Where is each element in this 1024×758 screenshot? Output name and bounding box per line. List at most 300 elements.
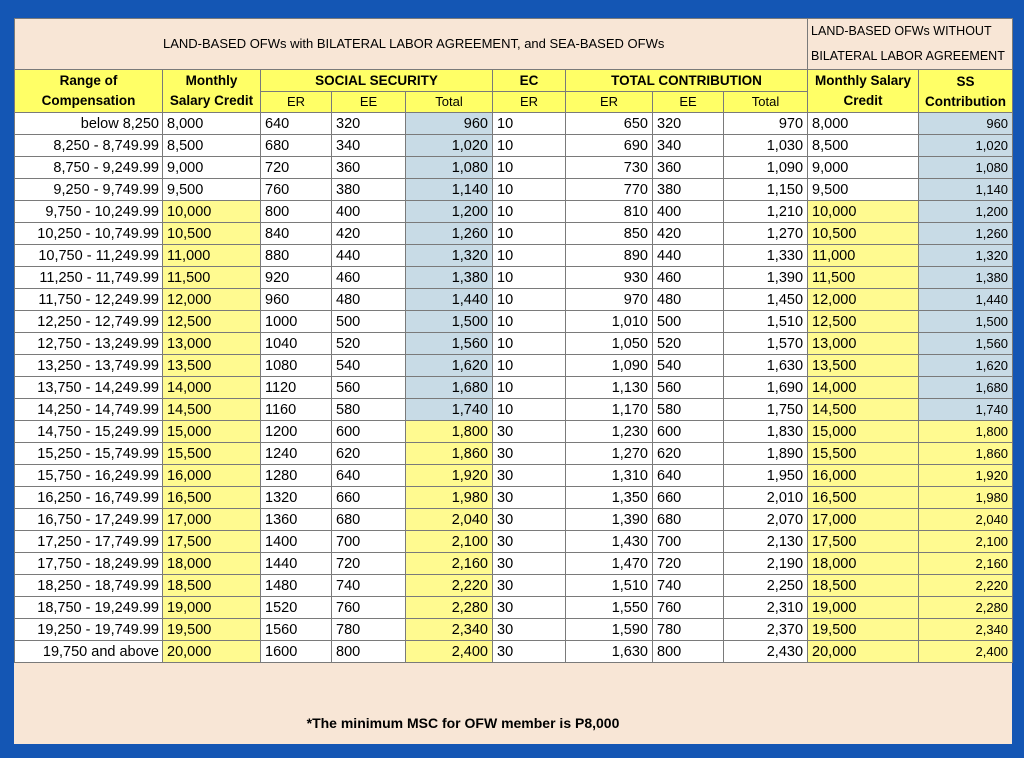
- cell-tc-er: 890: [566, 245, 653, 267]
- header-range: Range of Compensation: [15, 70, 163, 113]
- cell-tc-ee: 760: [653, 597, 724, 619]
- cell-msc: 17,000: [163, 509, 261, 531]
- cell-ss-total: 1,440: [406, 289, 493, 311]
- cell-tc-total: 1,030: [724, 135, 808, 157]
- cell-tc-ee: 620: [653, 443, 724, 465]
- table-row: [15, 509, 1013, 531]
- table-row: [15, 223, 1013, 245]
- cell-ss-er: 960: [261, 289, 332, 311]
- cell-range: 15,750 - 16,249.99: [15, 465, 163, 487]
- cell-tc-er: 1,590: [566, 619, 653, 641]
- cell-range: 10,750 - 11,249.99: [15, 245, 163, 267]
- cell-tc-ee: 540: [653, 355, 724, 377]
- cell-ec-er: 10: [493, 201, 566, 223]
- cell-tc-total: 2,130: [724, 531, 808, 553]
- cell-ec-er: 30: [493, 443, 566, 465]
- table-row: [15, 355, 1013, 377]
- cell-ss-contribution: 1,620: [919, 355, 1013, 377]
- cell-ss-total: 1,020: [406, 135, 493, 157]
- cell-ss-contribution: 1,020: [919, 135, 1013, 157]
- cell-ss-er: 1600: [261, 641, 332, 663]
- cell-msc-right: 10,500: [808, 223, 919, 245]
- cell-ss-ee: 740: [332, 575, 406, 597]
- cell-tc-total: 1,830: [724, 421, 808, 443]
- cell-ss-contribution: 2,280: [919, 597, 1013, 619]
- cell-tc-total: 1,630: [724, 355, 808, 377]
- cell-range: 16,250 - 16,749.99: [15, 487, 163, 509]
- cell-ec-er: 10: [493, 399, 566, 421]
- table-title-left: LAND-BASED OFWs with BILATERAL LABOR AGREEMENT, and SEA-BASED OFWs: [15, 19, 808, 70]
- table-row: [15, 113, 1013, 135]
- cell-ss-er: 1400: [261, 531, 332, 553]
- cell-ss-total: 1,980: [406, 487, 493, 509]
- cell-ss-total: 960: [406, 113, 493, 135]
- cell-msc: 20,000: [163, 641, 261, 663]
- cell-tc-er: 1,130: [566, 377, 653, 399]
- cell-tc-ee: 560: [653, 377, 724, 399]
- cell-range: 13,750 - 14,249.99: [15, 377, 163, 399]
- cell-msc-right: 11,500: [808, 267, 919, 289]
- cell-ss-er: 1440: [261, 553, 332, 575]
- table-row: [15, 311, 1013, 333]
- cell-tc-er: 1,010: [566, 311, 653, 333]
- table-row: [15, 465, 1013, 487]
- cell-ss-total: 1,800: [406, 421, 493, 443]
- cell-ss-ee: 660: [332, 487, 406, 509]
- cell-range: 8,750 - 9,249.99: [15, 157, 163, 179]
- cell-range: 13,250 - 13,749.99: [15, 355, 163, 377]
- cell-tc-ee: 700: [653, 531, 724, 553]
- cell-ec-er: 10: [493, 267, 566, 289]
- cell-msc: 13,500: [163, 355, 261, 377]
- cell-ec-er: 10: [493, 245, 566, 267]
- cell-range: 19,750 and above: [15, 641, 163, 663]
- cell-ss-contribution: 1,200: [919, 201, 1013, 223]
- cell-ec-er: 10: [493, 333, 566, 355]
- cell-ss-contribution: 2,220: [919, 575, 1013, 597]
- cell-msc: 11,000: [163, 245, 261, 267]
- cell-ss-total: 1,740: [406, 399, 493, 421]
- cell-tc-total: 1,210: [724, 201, 808, 223]
- cell-ss-contribution: 1,800: [919, 421, 1013, 443]
- header-social-security: SOCIAL SECURITY: [261, 70, 493, 92]
- cell-ss-contribution: 1,560: [919, 333, 1013, 355]
- footnote: *The minimum MSC for OFW member is P8,000: [306, 715, 620, 731]
- table-row: [15, 487, 1013, 509]
- cell-tc-total: 2,430: [724, 641, 808, 663]
- cell-tc-total: 1,570: [724, 333, 808, 355]
- cell-msc-right: 15,000: [808, 421, 919, 443]
- cell-ss-ee: 540: [332, 355, 406, 377]
- cell-tc-ee: 520: [653, 333, 724, 355]
- cell-tc-er: 810: [566, 201, 653, 223]
- cell-ss-contribution: 1,920: [919, 465, 1013, 487]
- cell-ss-contribution: 1,320: [919, 245, 1013, 267]
- cell-tc-total: 1,390: [724, 267, 808, 289]
- cell-ss-total: 2,340: [406, 619, 493, 641]
- cell-range: 11,250 - 11,749.99: [15, 267, 163, 289]
- cell-tc-total: 1,090: [724, 157, 808, 179]
- cell-ss-er: 720: [261, 157, 332, 179]
- cell-range: 14,250 - 14,749.99: [15, 399, 163, 421]
- cell-msc: 17,500: [163, 531, 261, 553]
- table-row: [15, 333, 1013, 355]
- cell-tc-total: 1,750: [724, 399, 808, 421]
- table-row: [15, 135, 1013, 157]
- cell-tc-total: 2,010: [724, 487, 808, 509]
- cell-range: 17,750 - 18,249.99: [15, 553, 163, 575]
- cell-ss-contribution: 1,260: [919, 223, 1013, 245]
- cell-ss-contribution: 1,860: [919, 443, 1013, 465]
- cell-tc-er: 650: [566, 113, 653, 135]
- cell-range: 17,250 - 17,749.99: [15, 531, 163, 553]
- cell-ss-er: 1280: [261, 465, 332, 487]
- cell-ss-total: 1,140: [406, 179, 493, 201]
- cell-ss-contribution: 1,080: [919, 157, 1013, 179]
- contribution-table-panel: [14, 18, 1012, 744]
- cell-tc-ee: 400: [653, 201, 724, 223]
- subheader-tc-ee: EE: [653, 92, 724, 113]
- cell-ec-er: 30: [493, 553, 566, 575]
- cell-msc: 8,500: [163, 135, 261, 157]
- cell-ec-er: 30: [493, 465, 566, 487]
- cell-tc-ee: 440: [653, 245, 724, 267]
- cell-ss-total: 1,620: [406, 355, 493, 377]
- table-row: [15, 575, 1013, 597]
- cell-tc-er: 1,170: [566, 399, 653, 421]
- cell-msc-right: 9,000: [808, 157, 919, 179]
- cell-tc-ee: 580: [653, 399, 724, 421]
- cell-msc: 14,500: [163, 399, 261, 421]
- cell-ss-contribution: 2,340: [919, 619, 1013, 641]
- cell-ec-er: 30: [493, 597, 566, 619]
- table-row: [15, 157, 1013, 179]
- cell-ss-ee: 600: [332, 421, 406, 443]
- cell-msc-right: 14,000: [808, 377, 919, 399]
- cell-range: 14,750 - 15,249.99: [15, 421, 163, 443]
- cell-tc-er: 970: [566, 289, 653, 311]
- table-row: [15, 267, 1013, 289]
- cell-ss-ee: 560: [332, 377, 406, 399]
- cell-msc: 19,500: [163, 619, 261, 641]
- cell-ec-er: 30: [493, 575, 566, 597]
- cell-ss-ee: 780: [332, 619, 406, 641]
- table-row: [15, 179, 1013, 201]
- cell-tc-total: 2,250: [724, 575, 808, 597]
- cell-msc-right: 18,500: [808, 575, 919, 597]
- cell-ss-ee: 700: [332, 531, 406, 553]
- cell-msc-right: 12,000: [808, 289, 919, 311]
- cell-tc-ee: 800: [653, 641, 724, 663]
- cell-ss-er: 1200: [261, 421, 332, 443]
- cell-msc: 15,000: [163, 421, 261, 443]
- cell-ss-total: 1,260: [406, 223, 493, 245]
- table-row: [15, 641, 1013, 663]
- cell-ss-ee: 640: [332, 465, 406, 487]
- cell-tc-ee: 600: [653, 421, 724, 443]
- cell-tc-er: 1,230: [566, 421, 653, 443]
- cell-msc: 10,000: [163, 201, 261, 223]
- subheader-tc-er: ER: [566, 92, 653, 113]
- cell-tc-er: 1,270: [566, 443, 653, 465]
- table-row: [15, 201, 1013, 223]
- cell-ss-ee: 420: [332, 223, 406, 245]
- cell-tc-ee: 380: [653, 179, 724, 201]
- cell-ss-contribution: 1,980: [919, 487, 1013, 509]
- cell-ss-ee: 480: [332, 289, 406, 311]
- cell-range: 12,750 - 13,249.99: [15, 333, 163, 355]
- cell-ss-ee: 520: [332, 333, 406, 355]
- cell-ss-contribution: 1,140: [919, 179, 1013, 201]
- table-row: [15, 245, 1013, 267]
- cell-msc-right: 8,500: [808, 135, 919, 157]
- cell-msc-right: 8,000: [808, 113, 919, 135]
- cell-msc-right: 13,000: [808, 333, 919, 355]
- contribution-table: [14, 18, 1013, 663]
- cell-tc-er: 1,510: [566, 575, 653, 597]
- cell-range: 9,750 - 10,249.99: [15, 201, 163, 223]
- cell-ss-total: 2,280: [406, 597, 493, 619]
- cell-msc-right: 9,500: [808, 179, 919, 201]
- cell-range: 10,250 - 10,749.99: [15, 223, 163, 245]
- cell-tc-total: 1,330: [724, 245, 808, 267]
- cell-tc-ee: 320: [653, 113, 724, 135]
- cell-ss-contribution: 960: [919, 113, 1013, 135]
- cell-ss-er: 1160: [261, 399, 332, 421]
- cell-ss-total: 1,920: [406, 465, 493, 487]
- table-row: [15, 399, 1013, 421]
- cell-msc-right: 17,000: [808, 509, 919, 531]
- cell-msc: 9,500: [163, 179, 261, 201]
- cell-ss-er: 760: [261, 179, 332, 201]
- cell-tc-ee: 340: [653, 135, 724, 157]
- header-total-contribution: TOTAL CONTRIBUTION: [566, 70, 808, 92]
- cell-tc-total: 1,510: [724, 311, 808, 333]
- cell-tc-ee: 780: [653, 619, 724, 641]
- cell-ec-er: 30: [493, 641, 566, 663]
- cell-tc-total: 2,190: [724, 553, 808, 575]
- cell-msc-right: 18,000: [808, 553, 919, 575]
- subheader-tc-total: Total: [724, 92, 808, 113]
- cell-tc-total: 1,890: [724, 443, 808, 465]
- cell-range: 11,750 - 12,249.99: [15, 289, 163, 311]
- cell-ec-er: 30: [493, 531, 566, 553]
- cell-ss-total: 2,220: [406, 575, 493, 597]
- cell-ec-er: 10: [493, 179, 566, 201]
- cell-tc-er: 770: [566, 179, 653, 201]
- cell-ss-total: 1,560: [406, 333, 493, 355]
- cell-ss-total: 1,080: [406, 157, 493, 179]
- cell-ss-contribution: 1,380: [919, 267, 1013, 289]
- cell-range: 16,750 - 17,249.99: [15, 509, 163, 531]
- header-ss-contribution: SS Contribution: [919, 70, 1013, 113]
- cell-ss-er: 1000: [261, 311, 332, 333]
- cell-msc: 11,500: [163, 267, 261, 289]
- table-row: [15, 289, 1013, 311]
- table-row: [15, 597, 1013, 619]
- cell-msc-right: 17,500: [808, 531, 919, 553]
- cell-range: 8,250 - 8,749.99: [15, 135, 163, 157]
- cell-msc-right: 10,000: [808, 201, 919, 223]
- table-row: [15, 421, 1013, 443]
- subheader-ss-er: ER: [261, 92, 332, 113]
- cell-tc-ee: 740: [653, 575, 724, 597]
- cell-range: 12,250 - 12,749.99: [15, 311, 163, 333]
- cell-ss-ee: 760: [332, 597, 406, 619]
- cell-msc: 8,000: [163, 113, 261, 135]
- cell-range: 9,250 - 9,749.99: [15, 179, 163, 201]
- cell-ss-contribution: 2,100: [919, 531, 1013, 553]
- cell-tc-ee: 480: [653, 289, 724, 311]
- cell-ss-contribution: 1,500: [919, 311, 1013, 333]
- cell-msc-right: 11,000: [808, 245, 919, 267]
- cell-tc-total: 2,070: [724, 509, 808, 531]
- cell-msc: 13,000: [163, 333, 261, 355]
- cell-range: 18,750 - 19,249.99: [15, 597, 163, 619]
- subheader-ss-total: Total: [406, 92, 493, 113]
- cell-tc-er: 1,630: [566, 641, 653, 663]
- cell-msc: 19,000: [163, 597, 261, 619]
- cell-range: 18,250 - 18,749.99: [15, 575, 163, 597]
- cell-msc-right: 16,500: [808, 487, 919, 509]
- cell-tc-ee: 460: [653, 267, 724, 289]
- cell-tc-er: 1,350: [566, 487, 653, 509]
- cell-ss-ee: 340: [332, 135, 406, 157]
- table-row: [15, 377, 1013, 399]
- cell-ec-er: 30: [493, 509, 566, 531]
- cell-tc-total: 1,270: [724, 223, 808, 245]
- cell-ss-total: 2,100: [406, 531, 493, 553]
- cell-ss-er: 1120: [261, 377, 332, 399]
- cell-tc-total: 1,150: [724, 179, 808, 201]
- table-row: [15, 531, 1013, 553]
- cell-msc-right: 12,500: [808, 311, 919, 333]
- cell-msc: 12,000: [163, 289, 261, 311]
- cell-msc-right: 19,500: [808, 619, 919, 641]
- cell-range: 19,250 - 19,749.99: [15, 619, 163, 641]
- table-row: [15, 553, 1013, 575]
- cell-ss-er: 640: [261, 113, 332, 135]
- cell-ss-contribution: 2,160: [919, 553, 1013, 575]
- cell-tc-ee: 660: [653, 487, 724, 509]
- cell-tc-er: 1,090: [566, 355, 653, 377]
- cell-ss-ee: 360: [332, 157, 406, 179]
- cell-tc-total: 2,310: [724, 597, 808, 619]
- cell-msc: 12,500: [163, 311, 261, 333]
- cell-tc-ee: 640: [653, 465, 724, 487]
- cell-ec-er: 10: [493, 223, 566, 245]
- cell-msc: 18,500: [163, 575, 261, 597]
- cell-ss-contribution: 1,680: [919, 377, 1013, 399]
- cell-ss-er: 1520: [261, 597, 332, 619]
- cell-tc-total: 2,370: [724, 619, 808, 641]
- cell-tc-er: 1,050: [566, 333, 653, 355]
- cell-ss-ee: 800: [332, 641, 406, 663]
- cell-ss-total: 2,160: [406, 553, 493, 575]
- cell-ss-contribution: 2,040: [919, 509, 1013, 531]
- cell-ss-total: 1,680: [406, 377, 493, 399]
- cell-ss-er: 1320: [261, 487, 332, 509]
- subheader-ec-er: ER: [493, 92, 566, 113]
- cell-msc-right: 13,500: [808, 355, 919, 377]
- cell-tc-ee: 720: [653, 553, 724, 575]
- header-msc-right: Monthly Salary Credit: [808, 70, 919, 113]
- cell-tc-er: 1,390: [566, 509, 653, 531]
- cell-tc-ee: 680: [653, 509, 724, 531]
- cell-ss-total: 1,200: [406, 201, 493, 223]
- cell-ss-er: 840: [261, 223, 332, 245]
- cell-msc-right: 16,000: [808, 465, 919, 487]
- cell-ss-er: 1040: [261, 333, 332, 355]
- cell-ss-ee: 720: [332, 553, 406, 575]
- cell-ss-er: 920: [261, 267, 332, 289]
- cell-ec-er: 10: [493, 289, 566, 311]
- cell-ss-er: 1360: [261, 509, 332, 531]
- cell-tc-er: 690: [566, 135, 653, 157]
- cell-ss-total: 1,500: [406, 311, 493, 333]
- cell-ss-er: 1480: [261, 575, 332, 597]
- cell-ss-ee: 460: [332, 267, 406, 289]
- cell-ss-ee: 680: [332, 509, 406, 531]
- cell-tc-total: 970: [724, 113, 808, 135]
- cell-range: below 8,250: [15, 113, 163, 135]
- cell-tc-ee: 360: [653, 157, 724, 179]
- cell-ss-ee: 440: [332, 245, 406, 267]
- cell-tc-er: 1,310: [566, 465, 653, 487]
- header-msc: Monthly Salary Credit: [163, 70, 261, 113]
- cell-tc-er: 1,430: [566, 531, 653, 553]
- cell-ec-er: 10: [493, 355, 566, 377]
- cell-ss-er: 1240: [261, 443, 332, 465]
- cell-ec-er: 30: [493, 421, 566, 443]
- cell-tc-ee: 500: [653, 311, 724, 333]
- cell-ec-er: 10: [493, 135, 566, 157]
- cell-ss-ee: 580: [332, 399, 406, 421]
- cell-ec-er: 10: [493, 311, 566, 333]
- cell-msc: 9,000: [163, 157, 261, 179]
- subheader-ss-ee: EE: [332, 92, 406, 113]
- header-ec: EC: [493, 70, 566, 92]
- cell-tc-er: 850: [566, 223, 653, 245]
- cell-ss-total: 2,040: [406, 509, 493, 531]
- cell-ec-er: 30: [493, 619, 566, 641]
- cell-tc-total: 1,450: [724, 289, 808, 311]
- cell-ss-total: 1,380: [406, 267, 493, 289]
- cell-msc-right: 14,500: [808, 399, 919, 421]
- cell-msc: 18,000: [163, 553, 261, 575]
- table-title-row: [15, 19, 1013, 70]
- cell-ss-er: 880: [261, 245, 332, 267]
- cell-ss-ee: 400: [332, 201, 406, 223]
- cell-tc-er: 1,550: [566, 597, 653, 619]
- cell-msc: 16,500: [163, 487, 261, 509]
- cell-tc-total: 1,690: [724, 377, 808, 399]
- cell-msc: 16,000: [163, 465, 261, 487]
- cell-tc-total: 1,950: [724, 465, 808, 487]
- cell-ss-total: 2,400: [406, 641, 493, 663]
- cell-msc-right: 20,000: [808, 641, 919, 663]
- cell-tc-er: 730: [566, 157, 653, 179]
- cell-msc-right: 15,500: [808, 443, 919, 465]
- table-row: [15, 619, 1013, 641]
- table-row: [15, 443, 1013, 465]
- cell-ss-ee: 320: [332, 113, 406, 135]
- cell-msc: 14,000: [163, 377, 261, 399]
- table-title-right: LAND-BASED OFWs WITHOUT BILATERAL LABOR AGREEMENT: [808, 19, 1013, 70]
- cell-ss-contribution: 1,440: [919, 289, 1013, 311]
- cell-msc: 15,500: [163, 443, 261, 465]
- cell-ss-contribution: 2,400: [919, 641, 1013, 663]
